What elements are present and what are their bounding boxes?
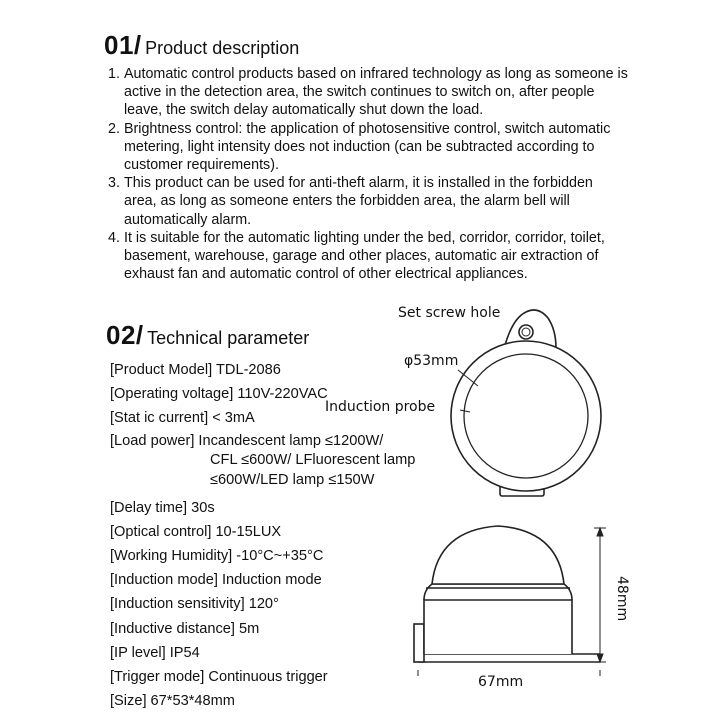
param-induction-sensitivity: [Induction sensitivity] 120°: [110, 596, 279, 613]
item-number: 1.: [108, 66, 120, 82]
section-2-number: 02: [106, 320, 136, 350]
width-label: 67mm: [478, 674, 524, 690]
param-working-humidity: [Working Humidity] -10°C~+35°C: [110, 547, 324, 564]
height-label: 48mm: [614, 576, 630, 622]
item-number: 4.: [108, 229, 120, 246]
item-text: Automatic control products based on infrared technology as long as someone is active in the detection area, the switch continues to switch on, after people leave, the switch delay automatically shut down the load.: [124, 66, 628, 119]
section-2-slash: /: [135, 320, 144, 350]
param-static-current: [Stat ic current] < 3mA: [110, 410, 255, 427]
induction-probe-label: Induction probe: [325, 399, 436, 415]
outer-housing: [451, 341, 601, 491]
param-load-power: [Load power] Incandescent lamp ≤1200W/: [110, 432, 384, 449]
item-text: Brightness control: the application of photosensitive control, switch automatic metering, light intensity does not induction (can be subtracted according to customer requirements).: [124, 120, 611, 174]
diameter-label: φ53mm: [404, 353, 459, 369]
top-view-drawing: [451, 310, 601, 496]
param-load-power-cont: ≤600W/LED lamp ≤150W: [210, 471, 375, 488]
dome-lens: [432, 526, 564, 584]
section-1-slash: /: [133, 30, 142, 60]
item-number: 3.: [108, 175, 120, 192]
housing-shoulder: [424, 584, 572, 600]
param-size: [Size] 67*53*48mm: [110, 693, 235, 710]
section-1-number: 01: [104, 30, 134, 60]
set-screw-hole-label: Set screw hole: [398, 305, 501, 321]
param-induction-mode: [Induction mode] Induction mode: [110, 572, 322, 589]
item-number: 2.: [108, 120, 120, 137]
item-text: It is suitable for the automatic lighting under the bed, corridor, corridor, toilet, basement, warehouse, garage and other places, automatic air extraction of exhaust fan and automatic control of other electrical appliances.: [124, 229, 605, 283]
section-1-title: Product description: [145, 38, 300, 58]
param-operating-voltage: [Operating voltage] 110V-220VAC: [110, 386, 328, 403]
side-mount-tab: [414, 624, 424, 662]
param-optical-control: [Optical control] 10-15LUX: [110, 523, 282, 540]
param-inductive-distance: [Inductive distance] 5m: [110, 620, 260, 637]
section-2-title: Technical parameter: [147, 328, 310, 348]
housing-body: [424, 600, 572, 654]
param-product-model: [Product Model] TDL-2086: [110, 362, 281, 378]
param-load-power-cont: CFL ≤600W/ LFluorescent lamp: [210, 451, 416, 468]
param-delay-time: [Delay time] 30s: [110, 499, 215, 516]
param-trigger-mode: [Trigger mode] Continuous trigger: [110, 668, 328, 685]
param-ip-level: [IP level] IP54: [110, 644, 200, 661]
side-view-drawing: [414, 526, 600, 662]
item-text: This product can be used for anti-theft alarm, it is installed in the forbidden area, as long as someone enters the forbidden area, the alarm bell will automatically alarm.: [124, 175, 593, 228]
